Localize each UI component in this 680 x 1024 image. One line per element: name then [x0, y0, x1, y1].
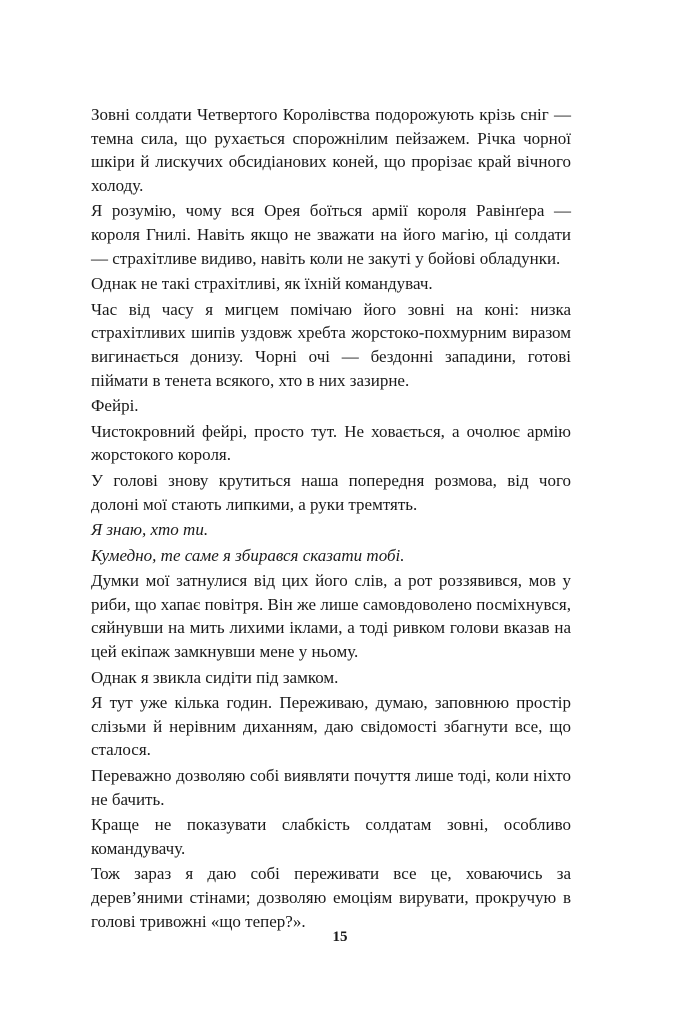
- paragraph-2: Я розумію, чому вся Орея боїться армії короля Равінґера — короля Гнилі. Навіть якщо не зважати на його магію, ці солдати — страхітливе видиво, навіть коли не закуті у бойові обладунки.: [91, 201, 571, 268]
- paragraph-15: Тож зараз я даю собі переживати все це, ховаючись за дерев’яними стінами; дозволяю емоціям вирувати, прокручую в голові тривожні «що тепер?».: [91, 864, 571, 931]
- paragraph-11: Однак я звикла сидіти під замком.: [91, 667, 339, 687]
- paragraph-4: Час від часу я мигцем помічаю його зовні на коні: низка страхітливих шипів уздовж хребта жорстоко-похмурним виразом вигинається донизу. Чорні очі — бездонні западини, готові піймати в тенета всякого, хто в них зазирне.: [91, 299, 571, 390]
- paragraph-7: У голові знову крутиться наша попередня розмова, від чого долоні мої стають липкими, а руки тремтять.: [91, 470, 571, 514]
- paragraph-8-italic: Я знаю, хто ти.: [91, 520, 209, 540]
- paragraph-13: Переважно дозволяю собі виявляти почуття лише тоді, коли ніхто не бачить.: [91, 766, 571, 809]
- paragraph-6: Чистокровний фейрі, просто тут. Не ховається, а очолює армію жорстокого короля.: [91, 421, 571, 465]
- body-text: [91, 103, 571, 935]
- paragraph-1: Зовні солдати Четвертого Королівства подорожують крізь сніг — темна сила, що рухається спорожнілим пейзажем. Річка чорної шкіри й лискучих обсидіанових коней, що прорізає край вічного холоду.: [91, 105, 571, 195]
- page-number: 15: [332, 929, 348, 945]
- paragraph-3: Однак не такі страхітливі, як їхній командувач.: [91, 274, 433, 294]
- paragraph-9-italic: Кумедно, те саме я збирався сказати тобі.: [91, 545, 405, 565]
- paragraph-5: Фейрі.: [91, 396, 139, 416]
- paragraph-10: Думки мої затнулися від цих його слів, а рот роззявився, мов у риби, що хапає повітря. Він же лише самовдоволено посміхнувся, сяйнувши на мить лихими іклами, а тоді ривком голови вказав на цей екіпаж замкнувши мене у ньому.: [91, 571, 571, 662]
- paragraph-12: Я тут уже кілька годин. Переживаю, думаю, заповнюю простір слізьми й нерівним диханням, даю свідомості збагнути все, що сталося.: [91, 693, 571, 760]
- paragraph-14: Краще не показувати слабкість солдатам зовні, особливо командувачу.: [91, 815, 571, 858]
